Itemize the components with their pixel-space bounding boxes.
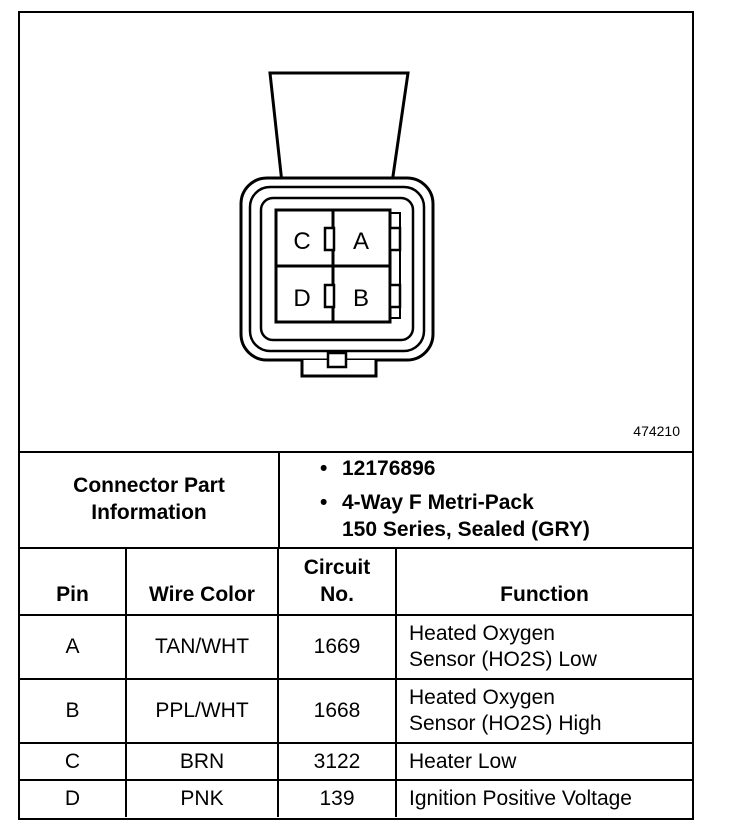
- table-row: [20, 615, 692, 679]
- function-cell: Ignition Positive Voltage: [396, 780, 692, 817]
- part-info-heading-line2: Information: [91, 501, 207, 524]
- part-info-heading: [20, 451, 280, 547]
- document-frame: [18, 11, 694, 820]
- function-cell: Heater Low: [396, 743, 692, 780]
- function-line2: Sensor (HO2S) Low: [409, 648, 597, 671]
- pin-cell: C: [20, 743, 126, 780]
- function-line1: Heated Oxygen: [409, 686, 555, 709]
- circuit-cell: 139: [278, 780, 396, 817]
- table-row: [20, 679, 692, 743]
- pin-label-d: D: [293, 285, 311, 312]
- wire-color-cell: BRN: [126, 743, 278, 780]
- header-circuit: [278, 549, 396, 615]
- table-row: [20, 743, 692, 780]
- function-line1: Heated Oxygen: [409, 622, 555, 645]
- pin-label-a: A: [352, 228, 370, 255]
- pin-label-c: C: [293, 228, 311, 255]
- function-line2: Sensor (HO2S) High: [409, 712, 602, 735]
- pin-cell: B: [20, 679, 126, 743]
- connector-diagram: [20, 13, 692, 453]
- pin-cell: D: [20, 780, 126, 817]
- wire-color-cell: PNK: [126, 780, 278, 817]
- circuit-cell: 3122: [278, 743, 396, 780]
- bullet-marker: •: [320, 491, 328, 514]
- wire-color-cell: TAN/WHT: [126, 615, 278, 679]
- part-number: 12176896: [342, 457, 436, 480]
- terminal-latch-c: [325, 228, 334, 250]
- circuit-cell: 1668: [278, 679, 396, 743]
- function-cell: [396, 679, 692, 743]
- bullet-marker: •: [320, 457, 328, 480]
- connector-key-notch: [328, 353, 346, 367]
- part-info-row: [20, 451, 692, 549]
- header-function: Function: [396, 549, 692, 615]
- terminal-latch-d: [325, 285, 334, 307]
- part-description-bullet: [320, 489, 534, 516]
- part-description-line2: 150 Series, Sealed (GRY): [342, 518, 590, 541]
- wire-color-cell: PPL/WHT: [126, 679, 278, 743]
- header-circuit-line2: No.: [320, 583, 354, 606]
- pin-label-b: B: [352, 285, 370, 312]
- figure-id: 474210: [633, 423, 680, 439]
- terminal-latch-a: [390, 228, 400, 250]
- circuit-cell: 1669: [278, 615, 396, 679]
- part-number-bullet: [320, 455, 435, 482]
- function-cell: [396, 615, 692, 679]
- connector-drawing: [20, 13, 692, 451]
- header-circuit-line1: Circuit: [303, 556, 371, 579]
- table-header-row: [20, 549, 692, 615]
- header-wire-color: Wire Color: [126, 549, 278, 615]
- pin-cell: A: [20, 615, 126, 679]
- terminal-latch-b: [390, 285, 400, 307]
- part-info-heading-line1: Connector Part: [73, 474, 225, 497]
- table-row: [20, 780, 692, 817]
- part-info-details: [280, 451, 692, 547]
- part-description-line1: 4-Way F Metri-Pack: [342, 491, 534, 514]
- pinout-table: [20, 549, 692, 817]
- connector-latch-tab: [270, 73, 408, 183]
- header-pin: Pin: [20, 549, 126, 615]
